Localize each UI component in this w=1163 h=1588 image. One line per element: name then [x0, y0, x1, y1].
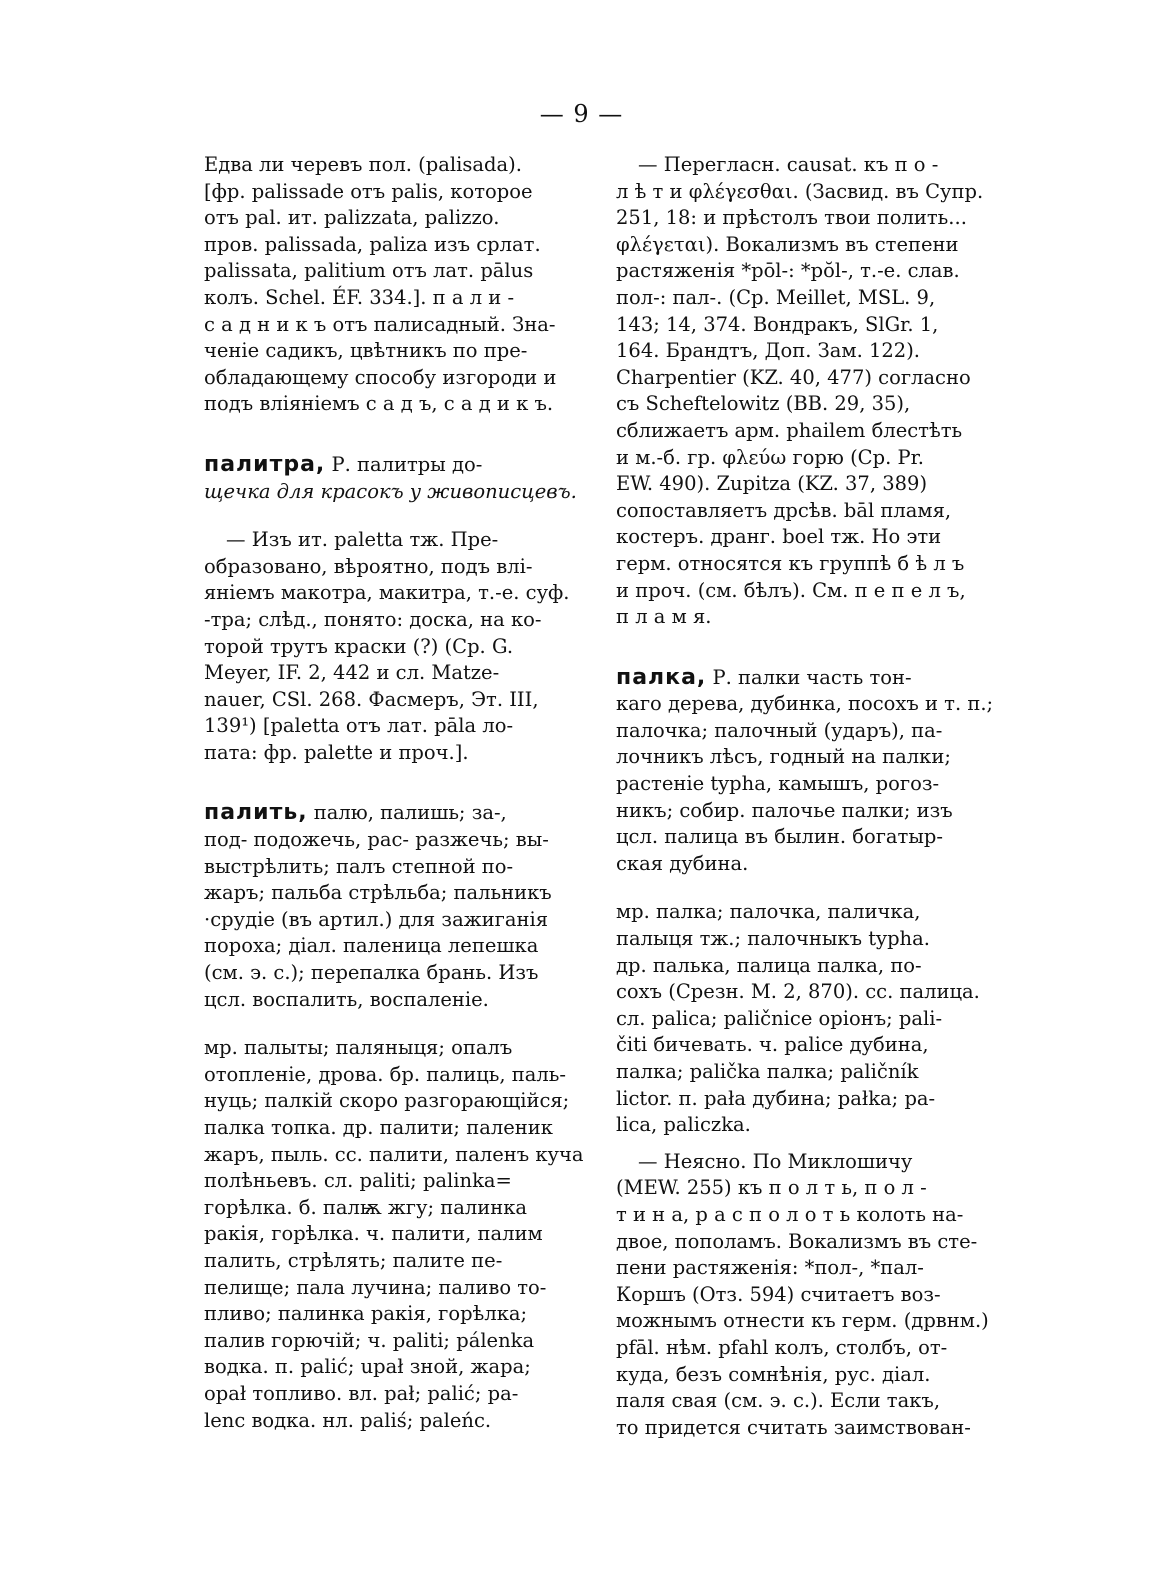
- text-line: пени растяженія: *пол-, *пал-: [616, 1256, 924, 1280]
- text-line: каго дерева, дубинка, посохъ и т. п.;: [616, 692, 994, 716]
- text-line: палка топка. др. палити; паленик: [204, 1116, 553, 1139]
- text-line: lica, paliczka.: [616, 1113, 751, 1137]
- text-line: полѣньевъ. сл. paliti; palinka=: [204, 1169, 512, 1193]
- text-line: сохъ (Срезн. М. 2, 870). сс. палица.: [616, 980, 980, 1004]
- text-line: нуць; палкій скоро разгорающійся;: [204, 1089, 570, 1113]
- text-line: торой трутъ краски (?) (Ср. G.: [204, 634, 514, 658]
- text-line: щечка для красокъ у живописцевъ.: [204, 479, 577, 503]
- entry-palka: [616, 665, 1031, 878]
- text-line: куда, безъ сомнѣнія, рус. діал.: [616, 1362, 931, 1386]
- text-line: -тра; слѣд., понято: доска, на ко-: [204, 607, 542, 631]
- text-line: лочникъ лѣсъ, годный на палки;: [616, 745, 951, 769]
- text-line: — Неясно. По Миклошичу: [638, 1149, 913, 1173]
- text-line: п л а м я.: [616, 605, 712, 629]
- text-line: пороха; діал. паленица лепешка: [204, 934, 539, 958]
- etymology-palitsa: [616, 152, 1031, 631]
- text-line: двое, пополамъ. Вокализмъ въ сте-: [616, 1229, 978, 1253]
- definition-text: Р. палитры до-: [331, 452, 483, 476]
- text-line: паля свая (см. э. с.). Если такъ,: [616, 1389, 941, 1413]
- text-line: растеніе typha, камышъ, рогоз-: [616, 772, 940, 796]
- text-line: палочка; палочный (ударъ), па-: [616, 718, 943, 742]
- text-line: можнымъ отнести къ герм. (дрвнм.): [616, 1309, 989, 1333]
- right-column: [616, 152, 1031, 1441]
- definition-text: Р. палки часть тон-: [712, 665, 912, 689]
- text-line: т и н а, р а с п о л о т ь колоть на-: [616, 1202, 964, 1226]
- text-line: под- подожечь, рас- разжечь; вы-: [204, 828, 549, 852]
- headword-palka: палка,: [616, 664, 707, 690]
- text-line: lenc водка. нл. paliś; paleńc.: [204, 1408, 492, 1432]
- text-line: Коршъ (Отз. 594) считаетъ воз-: [616, 1282, 941, 1306]
- etymology-palitra: [204, 527, 619, 766]
- text-line: образовано, вѣроятно, подъ влі-: [204, 554, 533, 578]
- cognates-palka: [616, 899, 1031, 1138]
- left-column: [204, 152, 619, 1434]
- text-line: — Изъ ит. paletta тж. Пре-: [226, 528, 499, 552]
- text-line: 251, 18: и прѣстолъ твои полить...: [616, 206, 967, 230]
- text-line: костеръ. дранг. boel тж. Но эти: [616, 525, 942, 549]
- text-line: сопоставляетъ дрсѣв. bāl пламя,: [616, 498, 952, 522]
- headword-palit: палить,: [204, 800, 308, 826]
- text-line: яніемъ макотра, макитра, т.-е. суф.: [204, 581, 570, 605]
- text-line: φλέγεται). Вокализмъ въ степени: [616, 232, 959, 256]
- text-line: пров. palissada, paliza изъ срлат.: [204, 232, 541, 256]
- entry-palitra: [204, 452, 619, 505]
- text-line: 164. Брандтъ, Доп. Зам. 122).: [616, 339, 921, 363]
- text-line: пливо; палинка ракія, горѣлка;: [204, 1302, 528, 1326]
- text-line: никъ; собир. палочье палки; изъ: [616, 798, 953, 822]
- definition-line: [204, 800, 619, 827]
- text-line: др. палька, палица палка, по-: [616, 953, 922, 977]
- text-line: колъ. Schel. ÉF. 334.]. п а л и -: [204, 285, 515, 309]
- text-line: жаръ, пыль. сс. палити, паленъ куча: [204, 1142, 584, 1166]
- cognates-palit: [204, 1035, 619, 1434]
- text-line: палить, стрѣлять; палите пе-: [204, 1248, 503, 1272]
- entry-palit: [204, 800, 619, 1013]
- definition-text: палю, палишь; за-,: [313, 801, 507, 825]
- text-line: цсл. палица въ былин. богатыр-: [616, 825, 943, 849]
- text-line: ·срудіе (въ артил.) для зажиганія: [204, 907, 549, 931]
- text-line: Charpentier (KZ. 40, 477) согласно: [616, 365, 971, 389]
- text-line: отъ pal. ит. palizzata, palizzo.: [204, 206, 500, 230]
- text-line: герм. относятся къ группѣ б ѣ л ъ: [616, 551, 965, 575]
- text-line: горѣлка. б. палѭ жгу; палинка: [204, 1195, 528, 1219]
- text-line: обладающему способу изгороди и: [204, 365, 557, 389]
- text-line: Едва ли черевъ пол. (palisada).: [204, 153, 522, 176]
- entry-palisadnik: [204, 152, 619, 418]
- text-line: цсл. воспалить, воспаленіе.: [204, 987, 489, 1011]
- page-number: — 9 —: [539, 100, 624, 128]
- text-line: (MEW. 255) къ п о л т ь, п о л -: [616, 1176, 927, 1200]
- text-line: палыця тж.; палочныкъ typha.: [616, 927, 930, 951]
- text-line: с а д н и к ъ отъ палисадный. Зна-: [204, 312, 556, 336]
- text-line: сближаетъ арм. phailem блестѣть: [616, 418, 963, 442]
- text-line: palissata, palitium отъ лат. pālus: [204, 259, 534, 283]
- text-line: палка; palička палка; paličník: [616, 1060, 919, 1083]
- text-line: пелище; пала лучина; паливо то-: [204, 1275, 547, 1299]
- text-line: и м.-б. гр. φλεύω горю (Ср. Pr.: [616, 445, 924, 469]
- text-line: nauer, CSl. 268. Фасмеръ, Эт. III,: [204, 687, 539, 711]
- text-line: то придется считать заимствован-: [616, 1415, 971, 1439]
- text-line: водка. п. palić; upał зной, жара;: [204, 1355, 531, 1379]
- text-line: мр. палка; палочка, паличка,: [616, 900, 921, 924]
- text-line: сл. palica; paličnice оріонъ; pali-: [616, 1006, 943, 1030]
- headword-palitra: палитра,: [204, 451, 326, 477]
- text-line: [фр. palissade отъ palis, которое: [204, 179, 533, 203]
- text-line: мр. палыты; паляныця; опалъ: [204, 1036, 513, 1060]
- text-line: палив горючій; ч. paliti; pálenka: [204, 1328, 535, 1352]
- text-line: растяженія *pōl-: *pŏl-, т.-е. слав.: [616, 259, 960, 283]
- etymology-palka: [616, 1149, 1031, 1442]
- text-line: жаръ; пальба стрѣльба; пальникъ: [204, 881, 552, 905]
- text-line: pfāl. нѣм. pfahl колъ, столбъ, от-: [616, 1335, 948, 1359]
- text-line: 139¹) [paletta отъ лат. pāla ло-: [204, 714, 514, 738]
- text-line: — Перегласн. causat. къ п о -: [638, 153, 939, 176]
- text-line: ракія, горѣлка. ч. палити, палим: [204, 1222, 543, 1246]
- text-line: čiti бичевать. ч. palice дубина,: [616, 1033, 929, 1057]
- definition-line: [204, 452, 619, 479]
- text-line: (см. э. с.); перепалка брань. Изъ: [204, 961, 539, 985]
- text-line: lictor. п. pała дубина; pałka; pa-: [616, 1086, 936, 1110]
- text-line: подъ вліяніемъ с а д ъ, с а д и к ъ.: [204, 392, 554, 416]
- text-line: и проч. (см. бѣлъ). См. п е п е л ъ,: [616, 578, 966, 602]
- text-line: ченіе садикъ, цвѣтникъ по пре-: [204, 339, 528, 363]
- text-line: пол-: пал-. (Ср. Meillet, MSL. 9,: [616, 285, 936, 309]
- text-line: л ѣ т и φλέγεσθαι. (Засвид. въ Супр.: [616, 179, 984, 203]
- text-line: ская дубина.: [616, 851, 749, 875]
- text-line: выстрѣлить; палъ степной по-: [204, 854, 514, 878]
- text-line: пата: фр. palette и проч.].: [204, 740, 469, 764]
- definition-line: [616, 665, 1031, 692]
- text-line: opał топливо. вл. pał; palić; pa-: [204, 1381, 519, 1405]
- text-line: съ Scheftelowitz (BB. 29, 35),: [616, 392, 911, 416]
- text-line: Meyer, IF. 2, 442 и сл. Matze-: [204, 661, 500, 685]
- text-line: EW. 490). Zupitza (KZ. 37, 389): [616, 472, 928, 496]
- text-line: 143; 14, 374. Вондракъ, SlGr. 1,: [616, 312, 939, 336]
- text-line: отопленіе, дрова. бр. палиць, паль-: [204, 1062, 566, 1086]
